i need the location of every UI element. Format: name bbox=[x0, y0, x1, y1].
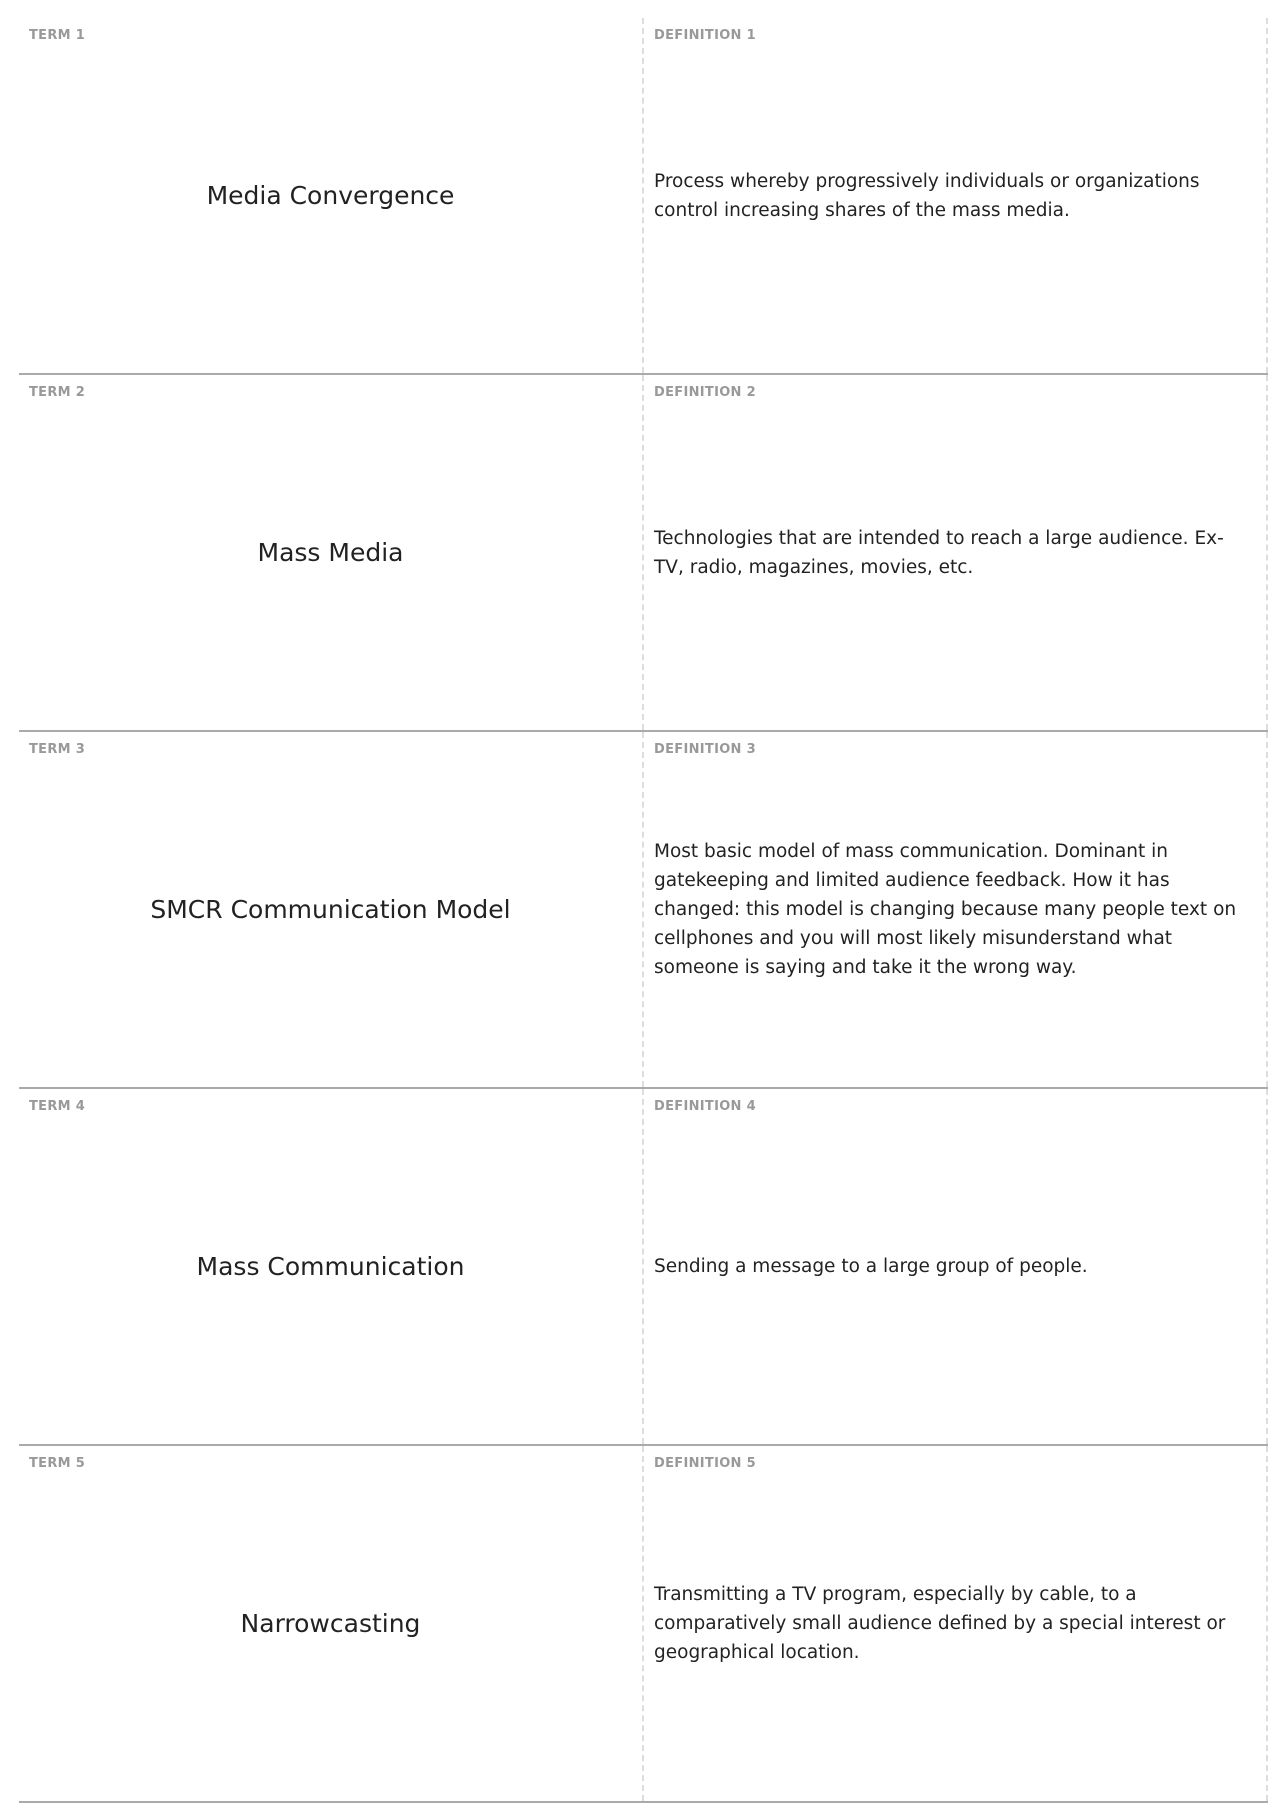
card-row bbox=[19, 1446, 1268, 1803]
card-row bbox=[19, 732, 1268, 1089]
term-label: TERM 3 bbox=[29, 742, 86, 757]
definition-cell bbox=[644, 732, 1268, 1087]
card-row bbox=[19, 1089, 1268, 1446]
term-text: SMCR Communication Model bbox=[150, 895, 511, 924]
flashcard-sheet bbox=[19, 18, 1268, 1803]
term-label: TERM 1 bbox=[29, 28, 86, 43]
term-label: TERM 2 bbox=[29, 385, 86, 400]
definition-text: Process whereby progressively individuals or organizations control increasing shares of the mass media. bbox=[654, 170, 1200, 221]
definition-text: Most basic model of mass communication. Dominant in gatekeeping and limited audience feedback. How it has changed: this model is changing because many people text on cellphones and you will most likely misunderstand what someone is saying and take it the wrong way. bbox=[654, 841, 1237, 978]
definition-label: DEFINITION 1 bbox=[654, 28, 756, 43]
term-cell bbox=[19, 18, 644, 373]
definition-cell bbox=[644, 375, 1268, 730]
definition-label: DEFINITION 5 bbox=[654, 1456, 756, 1471]
term-text: Narrowcasting bbox=[240, 1609, 421, 1638]
term-text: Mass Communication bbox=[196, 1252, 465, 1281]
definition-text: Technologies that are intended to reach a large audience. Ex- TV, radio, magazines, movies, etc. bbox=[654, 527, 1224, 578]
definition-label: DEFINITION 4 bbox=[654, 1099, 756, 1114]
definition-cell bbox=[644, 18, 1268, 373]
definition-text: Sending a message to a large group of people. bbox=[654, 1256, 1088, 1277]
term-cell bbox=[19, 732, 644, 1087]
card-row bbox=[19, 18, 1268, 375]
term-cell bbox=[19, 1446, 644, 1801]
definition-cell bbox=[644, 1089, 1268, 1444]
term-label: TERM 4 bbox=[29, 1099, 86, 1114]
definition-text: Transmitting a TV program, especially by cable, to a comparatively small audience defined by a special interest or geographical location. bbox=[654, 1584, 1226, 1663]
term-cell bbox=[19, 375, 644, 730]
term-text: Mass Media bbox=[257, 538, 404, 567]
definition-cell bbox=[644, 1446, 1268, 1801]
definition-label: DEFINITION 3 bbox=[654, 742, 756, 757]
term-label: TERM 5 bbox=[29, 1456, 86, 1471]
card-row bbox=[19, 375, 1268, 732]
term-text: Media Convergence bbox=[206, 181, 455, 210]
term-cell bbox=[19, 1089, 644, 1444]
definition-label: DEFINITION 2 bbox=[654, 385, 756, 400]
